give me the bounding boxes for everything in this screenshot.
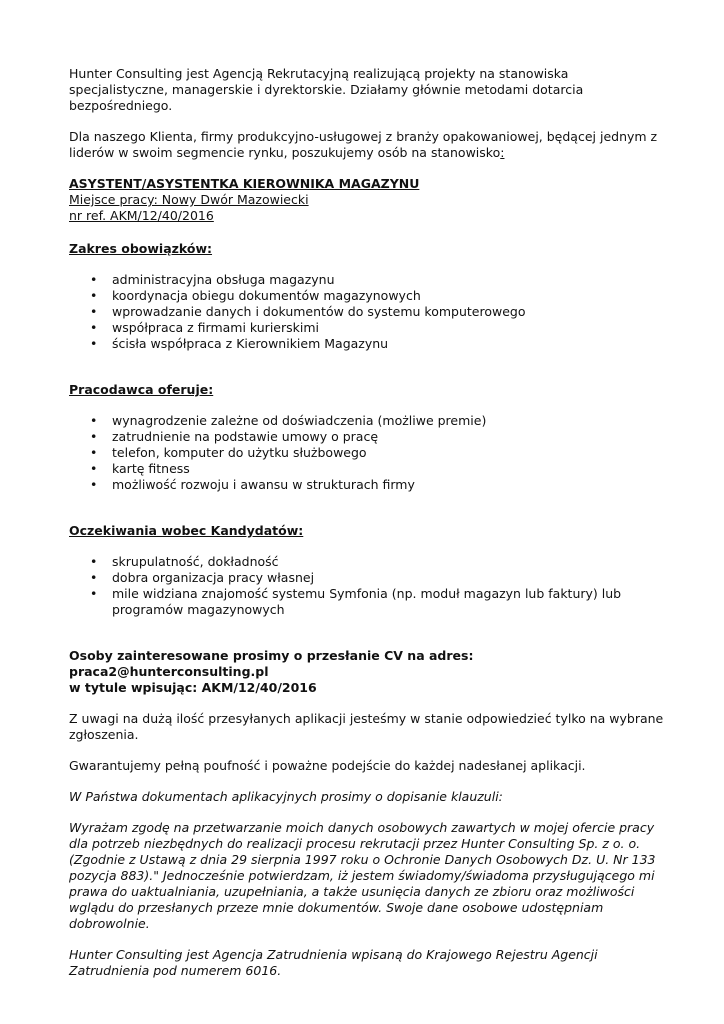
client-text: Dla naszego Klienta, firmy produkcyjno-usługowej z branży opakowaniowej, będącej jednym z liderów w swoim segmencie rynku, poszukujemy osób na stanowisko — [69, 129, 658, 160]
apply-email: praca2@hunterconsulting.pl — [69, 664, 269, 679]
offer-heading: Pracodawca oferuje: — [69, 382, 214, 397]
list-item: • ścisła współpraca z Kierownikiem Magazynu — [69, 336, 669, 352]
duties-list — [69, 272, 669, 352]
response-note: Z uwagi na dużą ilość przesyłanych aplikacji jesteśmy w stanie odpowiedzieć tylko na wybrane zgłoszenia. — [69, 711, 664, 742]
client-paragraph — [69, 129, 669, 161]
work-location: Miejsce pracy: Nowy Dwór Mazowiecki — [69, 192, 309, 207]
intro-paragraph: Hunter Consulting jest Agencją Rekrutacyjną realizującą projekty na stanowiska specjalistyczne, managerskie i dyrektorskie. Działamy głównie metodami dotarcia bezpośredniego. — [69, 66, 584, 113]
list-item: • zatrudnienie na podstawie umowy o pracę — [69, 429, 669, 445]
offer-list — [69, 413, 669, 493]
confidentiality-note: Gwarantujemy pełną poufność i poważne podejście do każdej nadesłanej aplikacji. — [69, 758, 586, 773]
expectations-heading: Oczekiwania wobec Kandydatów: — [69, 523, 304, 538]
list-item: • koordynacja obiegu dokumentów magazynowych — [69, 288, 669, 304]
list-item: • dobra organizacja pracy własnej — [69, 570, 669, 586]
position-title: ASYSTENT/ASYSTENTKA KIEROWNIKA MAGAZYNU — [69, 176, 420, 191]
list-item: • administracyjna obsługa magazynu — [69, 272, 669, 288]
client-colon: : — [500, 145, 505, 160]
expectations-list — [69, 554, 669, 618]
consent-clause: Wyrażam zgodę na przetwarzanie moich danych osobowych zawartych w mojej ofercie pracy dla potrzeb niezbędnych do realizacji procesu rekrutacji przez Hunter Consulting Sp. z o. o. (Zgodnie z Ustawą z dnia 29 sierpnia 1997 roku o Ochronie Danych Osobowych Dz. U. Nr 133 pozycja 883)." Jednocześnie potwierdzam, iż jestem świadomy/świadoma przysługującego mi prawa do uaktualniania, uzupełniania, a także usunięcia danych ze zbioru oraz możliwości wglądu do przesłanych przeze mnie dokumentów. Swoje dane osobowe udostępniam dobrowolnie. — [69, 820, 656, 931]
list-item: • kartę fitness — [69, 461, 669, 477]
duties-heading: Zakres obowiązków: — [69, 241, 213, 256]
job-offer-document — [69, 66, 669, 979]
reference-number: nr ref. AKM/12/40/2016 — [69, 208, 214, 223]
list-item: • współpraca z firmami kurierskimi — [69, 320, 669, 336]
list-item: • telefon, komputer do użytku służbowego — [69, 445, 669, 461]
list-item: • mile widziana znajomość systemu Symfonia (np. moduł magazyn lub faktury) lub programów magazynowych — [69, 586, 669, 618]
apply-subject: w tytule wpisując: AKM/12/40/2016 — [69, 680, 317, 695]
list-item: • wprowadzanie danych i dokumentów do systemu komputerowego — [69, 304, 669, 320]
apply-instruction: Osoby zainteresowane prosimy o przesłanie CV na adres: — [69, 648, 474, 663]
list-item: • wynagrodzenie zależne od doświadczenia (możliwe premie) — [69, 413, 669, 429]
list-item: • możliwość rozwoju i awansu w strukturach firmy — [69, 477, 669, 493]
agency-registration: Hunter Consulting jest Agencja Zatrudnienia wpisaną do Krajowego Rejestru Agencji Zatrudnienia pod numerem 6016. — [69, 947, 598, 978]
clause-intro: W Państwa dokumentach aplikacyjnych prosimy o dopisanie klauzuli: — [69, 789, 503, 804]
list-item: • skrupulatność, dokładność — [69, 554, 669, 570]
